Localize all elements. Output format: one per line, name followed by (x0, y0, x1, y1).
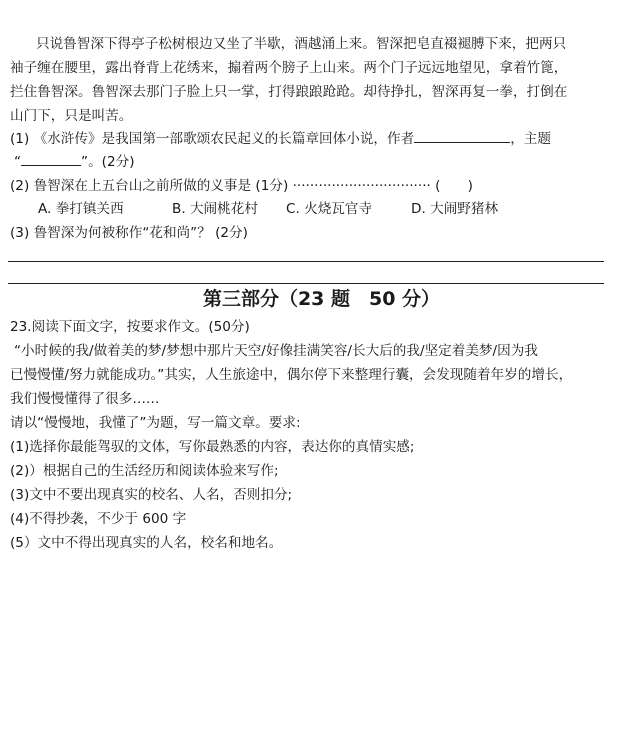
question-23-intro: 23.阅读下面文字，按要求作文。(50分) (10, 319, 250, 335)
question-3-stem: (3) 鲁智深为何被称作“花和尚”？ (2分) (10, 225, 248, 241)
passage-line-2: 袖子缠在腰里，露出脊背上花绣来，搧着两个膀子上山来。两个门子远远地望见，拿着竹篦， (10, 60, 568, 76)
option-b[interactable]: B. 大闹桃花村 (172, 201, 258, 217)
option-d[interactable]: D. 大闹野猪林 (411, 201, 499, 217)
author-answer-blank[interactable] (414, 128, 510, 143)
theme-answer-blank[interactable] (21, 151, 81, 166)
passage-line-4: 山门下，只是叫苦。 (10, 108, 133, 124)
open-quote: “ (14, 154, 22, 170)
requirement-2: (2)）根据自己的生活经历和阅读体验来写作; (10, 463, 279, 479)
section-3-title: 第三部分（23 题 50 分） (202, 288, 441, 310)
requirement-5: (5）文中不得出现真实的人名，校名和地名。 (10, 535, 283, 551)
quote-line-2: 已慢慢懂/努力就能成功。”其实，人生旅途中，偶尔停下来整理行囊，会发现随着年岁的增长， (10, 367, 573, 383)
passage-line-3: 拦住鲁智深。鲁智深去那门子脸上只一掌，打得踉踉跄跄。却待挣扎，智深再复一拳，打倒在 (10, 84, 568, 100)
requirement-1: (1)选择你最能驾驭的文体，写你最熟悉的内容，表达你的真情实感; (10, 439, 415, 455)
question-1-prefix: (1) 《水浒传》是我国第一部歌颂农民起义的长篇章回体小说，作者 (10, 131, 415, 147)
quote-line-3: 我们慢慢懂得了很多…… (10, 391, 160, 407)
question-1-line-2 (14, 151, 135, 173)
passage-line-1: 只说鲁智深下得亭子松树根边又坐了半歇，酒越涌上来。智深把皂直裰褪膊下来，把两只 (36, 36, 567, 52)
option-c[interactable]: C. 火烧瓦官寺 (286, 201, 373, 217)
option-a[interactable]: A. 拳打镇关西 (38, 201, 124, 217)
answer-line-1[interactable] (8, 261, 604, 262)
quote-line-1: “小时候的我/做着美的梦/梦想中那片天空/好像挂满笑容/长大后的我/坚定着美梦/因为我 (14, 343, 538, 359)
answer-line-2[interactable] (8, 283, 604, 284)
question-1-middle: ，主题 (510, 131, 551, 147)
question-1 (10, 128, 551, 150)
requirement-4: (4)不得抄袭，不少于 600 字 (10, 511, 187, 527)
question-1-close: ”。(2分) (81, 154, 135, 170)
question-2-stem: (2) 鲁智深在上五台山之前所做的义事是 (1分) ································ ( ) (10, 178, 473, 194)
requirement-3: (3)文中不要出现真实的校名、人名，否则扣分; (10, 487, 293, 503)
essay-instruction: 请以“慢慢地，我懂了”为题，写一篇文章。要求: (10, 415, 301, 431)
